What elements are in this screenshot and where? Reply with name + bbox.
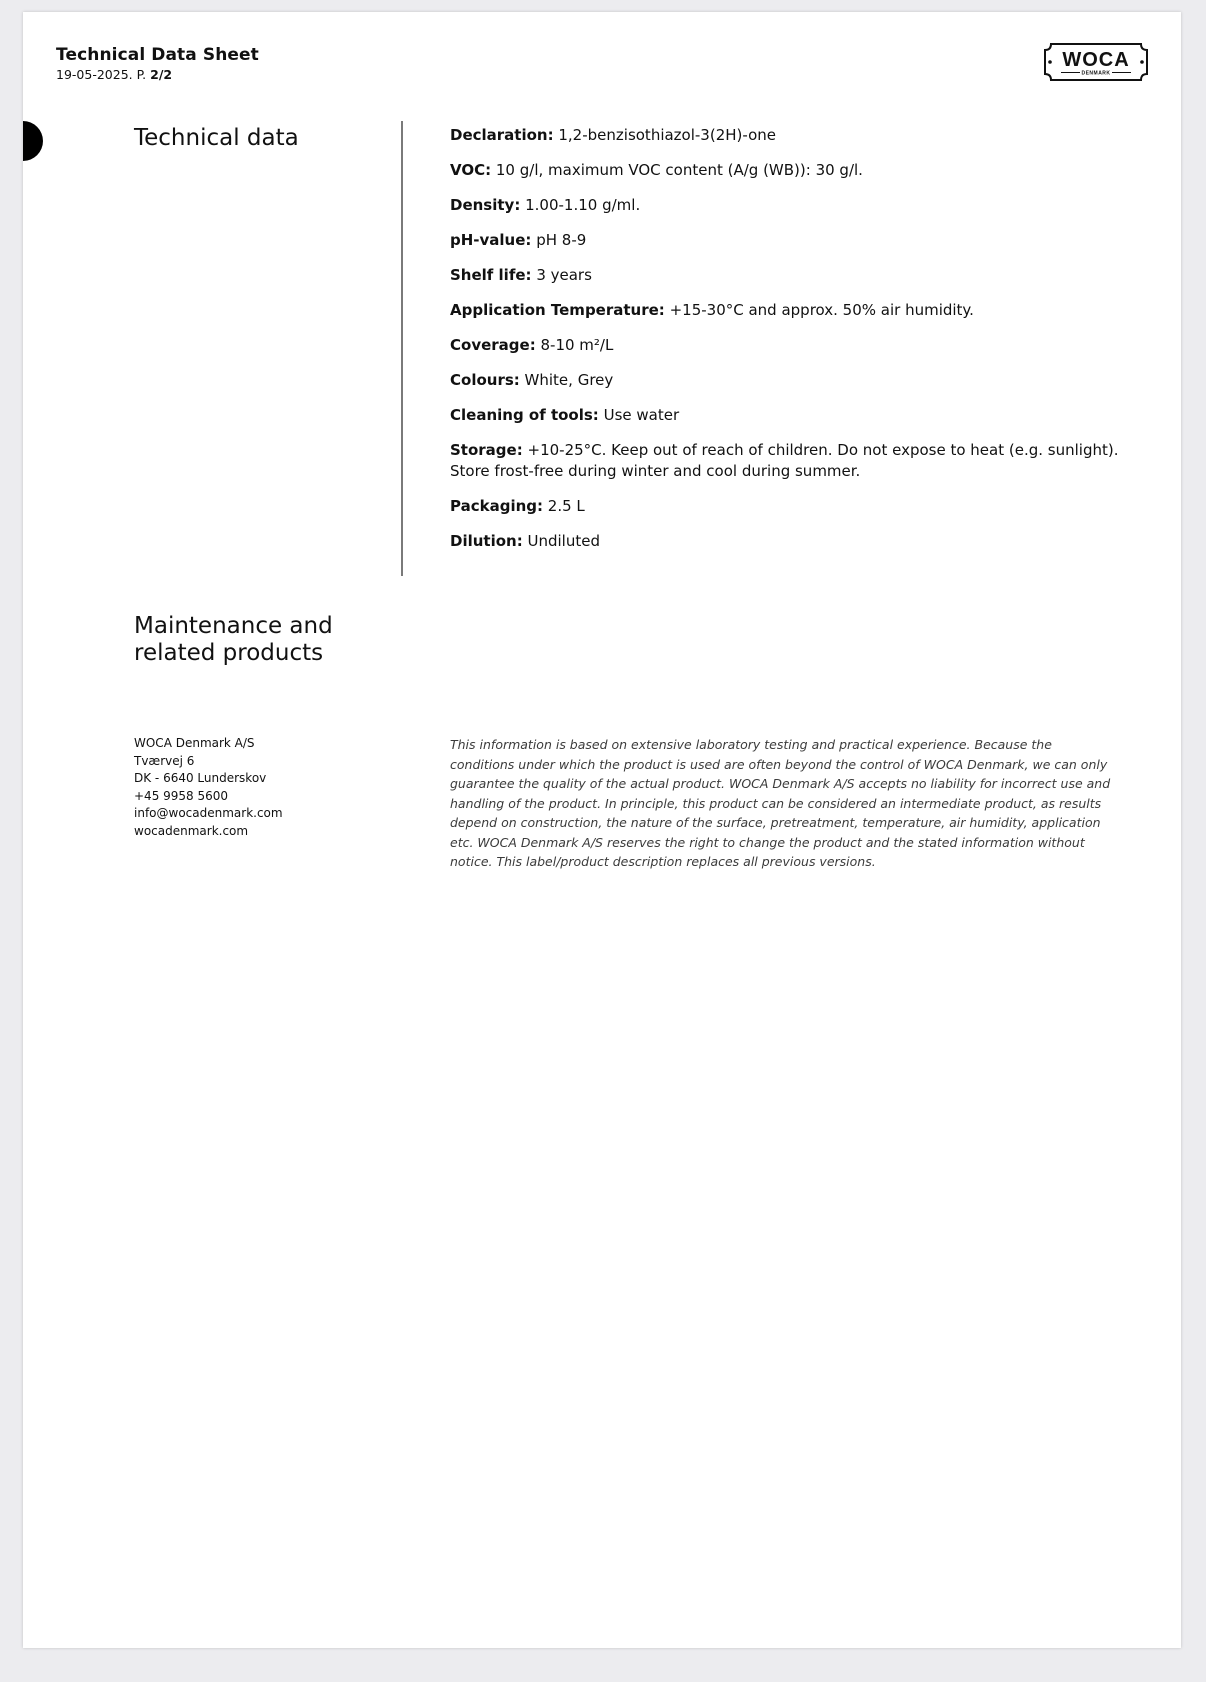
logo-text: WOCA: [1062, 49, 1130, 71]
email-link[interactable]: info@wocadenmark.com: [134, 806, 283, 820]
spec-coverage: [450, 335, 1130, 356]
spec-value: +15-30°C and approx. 50% air humidity.: [669, 301, 974, 319]
spec-ph-value: [450, 230, 1130, 251]
section-tab-marker: [23, 121, 43, 161]
date-text: 19-05-2025. P.: [56, 67, 147, 82]
spec-value: White, Grey: [524, 371, 614, 389]
company-address: [134, 735, 283, 840]
document-page: [23, 12, 1181, 1648]
spec-value: 1,2-benzisothiazol-3(2H)-one: [558, 126, 776, 144]
spec-label: Packaging:: [450, 497, 543, 515]
spec-value: 8-10 m²/L: [540, 336, 614, 354]
website-link[interactable]: wocadenmark.com: [134, 823, 249, 838]
spec-label: Dilution:: [450, 532, 523, 550]
address-street: Tværvej 6: [134, 753, 195, 768]
address-city: DK - 6640 Lunderskov: [134, 771, 267, 785]
spec-value: pH 8-9: [536, 231, 587, 249]
spec-colours: [450, 370, 1130, 391]
spec-label: Application Temperature:: [450, 301, 665, 319]
maintenance-heading: Maintenance and related products: [134, 613, 333, 666]
spec-label: pH-value:: [450, 231, 532, 249]
spec-shelf-life: [450, 265, 1130, 286]
spec-label: VOC:: [450, 161, 492, 179]
technical-data-list: [450, 125, 1130, 566]
column-divider: [401, 121, 403, 576]
spec-value: 10 g/l, maximum VOC content (A/g (WB)): 30 g/l.: [495, 161, 863, 179]
spec-voc: [450, 160, 1130, 181]
spec-label: Cleaning of tools:: [450, 406, 599, 424]
spec-application-temperature: [450, 300, 1130, 321]
company-name: WOCA Denmark A/S: [134, 736, 255, 750]
technical-data-heading: Technical data: [134, 125, 299, 151]
phone-number: +45 9958 5600: [134, 788, 229, 803]
spec-value: +10-25°C. Keep out of reach of children. Do not expose to heat (e.g. sunlight). Store frost-free during winter and cool during summer.: [450, 441, 1119, 480]
spec-value: Undiluted: [527, 532, 600, 550]
spec-declaration: [450, 125, 1130, 146]
spec-label: Storage:: [450, 441, 523, 459]
spec-density: [450, 195, 1130, 216]
spec-packaging: [450, 496, 1130, 517]
spec-label: Colours:: [450, 371, 520, 389]
document-date: [56, 67, 172, 82]
logo-subtext: DENMARK: [1081, 70, 1111, 77]
spec-value: 1.00-1.10 g/ml.: [525, 196, 641, 214]
spec-cleaning-of-tools: [450, 405, 1130, 426]
woca-logo: [1041, 42, 1151, 82]
page-number: 2/2: [150, 67, 173, 82]
spec-label: Density:: [450, 196, 521, 214]
spec-label: Declaration:: [450, 126, 554, 144]
spec-storage: [450, 440, 1130, 482]
spec-value: 3 years: [536, 266, 592, 284]
document-title: Technical Data Sheet: [56, 45, 259, 65]
spec-dilution: [450, 531, 1130, 552]
spec-label: Coverage:: [450, 336, 536, 354]
spec-value: Use water: [603, 406, 680, 424]
spec-value: 2.5 L: [547, 497, 585, 515]
disclaimer-text: This information is based on extensive laboratory testing and practical experience. Because the conditions under which the product is used are often beyond the control of WOCA Denmark, we can only guarantee the quality of the actual product. WOCA Denmark A/S accepts no liability for incorrect use and handling of the product. In principle, this product can be considered an intermediate product, as results depend on construction, the nature of the surface, pretreatment, temperature, air humidity, application etc. WOCA Denmark A/S reserves the right to change the product and the stated information without notice. This label/product description replaces all previous versions.: [450, 737, 1111, 869]
spec-label: Shelf life:: [450, 266, 532, 284]
